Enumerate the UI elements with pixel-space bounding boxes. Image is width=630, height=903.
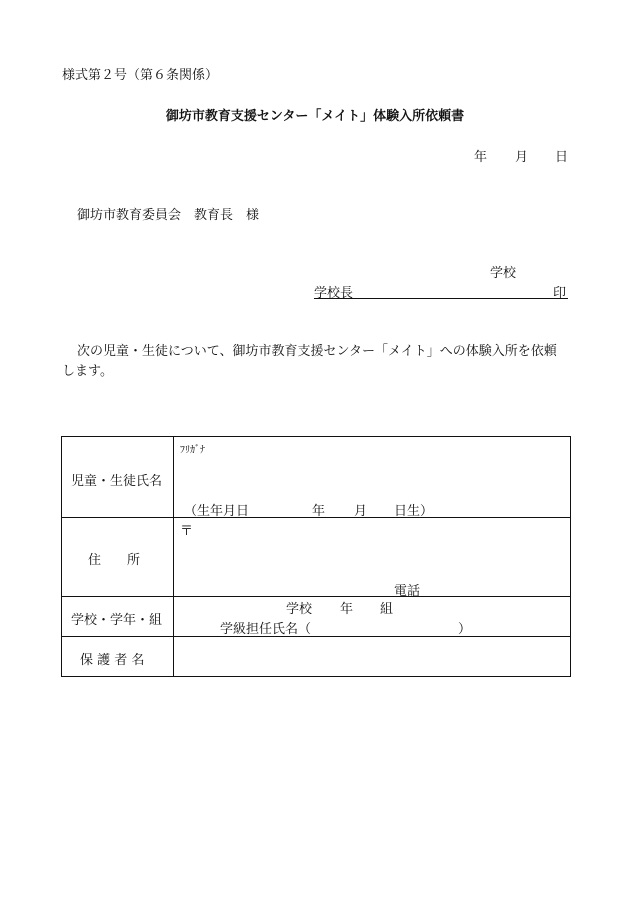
school-grade-class-row bbox=[62, 597, 571, 637]
homeroom-teacher-open-label: 学級担任氏名（ bbox=[220, 622, 312, 637]
phone-label: 電話 bbox=[394, 584, 421, 599]
address-label: 住 所 bbox=[88, 553, 141, 568]
grade-suffix-label: 年 bbox=[340, 602, 354, 617]
date-month-label: 月 bbox=[515, 150, 529, 165]
student-name-label: 児童・生徒氏名 bbox=[71, 474, 163, 489]
birth-month-label: 月 bbox=[354, 504, 368, 519]
seal-label: 印 bbox=[553, 286, 567, 301]
guardian-label: 保 護 者 名 bbox=[80, 653, 145, 668]
guardian-row bbox=[62, 637, 571, 677]
address-value-cell[interactable] bbox=[174, 518, 571, 597]
class-suffix-label: 組 bbox=[380, 602, 394, 617]
school-label: 学校 bbox=[490, 266, 517, 281]
school-suffix-label: 学校 bbox=[286, 602, 313, 617]
birth-day-label: 日生） bbox=[394, 504, 434, 519]
homeroom-teacher-close-label: ） bbox=[458, 622, 472, 637]
guardian-value-cell[interactable] bbox=[174, 637, 571, 677]
birthdate-open-label: （生年月日 bbox=[184, 504, 250, 519]
form-number: 様式第２号（第６条関係） bbox=[62, 68, 219, 83]
school-grade-class-label-cell bbox=[62, 597, 174, 637]
body-text-line-1: 次の児童・生徒について、御坊市教育支援センター「メイト」への体験入所を依頼 bbox=[77, 344, 557, 359]
principal-label: 学校長 bbox=[314, 286, 354, 301]
address-label-cell bbox=[62, 518, 174, 597]
school-grade-class-value-cell[interactable] bbox=[174, 597, 571, 637]
addressee: 御坊市教育委員会 教育長 様 bbox=[77, 208, 260, 223]
student-name-row bbox=[62, 437, 571, 518]
guardian-label-cell bbox=[62, 637, 174, 677]
furigana-label: ﾌﾘｶﾞﾅ bbox=[180, 445, 205, 456]
principal-signature-line bbox=[314, 298, 568, 299]
student-name-value-cell[interactable] bbox=[174, 437, 571, 518]
request-form-table bbox=[61, 436, 571, 677]
address-row bbox=[62, 518, 571, 597]
document-title: 御坊市教育支援センター「メイト」体験入所依頼書 bbox=[165, 109, 465, 124]
postal-mark: 〒 bbox=[180, 524, 194, 539]
school-grade-class-label: 学校・学年・組 bbox=[71, 613, 163, 628]
date-year-label: 年 bbox=[474, 150, 488, 165]
body-text-line-2: します。 bbox=[62, 364, 113, 379]
date-day-label: 日 bbox=[555, 150, 569, 165]
student-name-label-cell bbox=[62, 437, 174, 518]
birth-year-label: 年 bbox=[312, 504, 326, 519]
